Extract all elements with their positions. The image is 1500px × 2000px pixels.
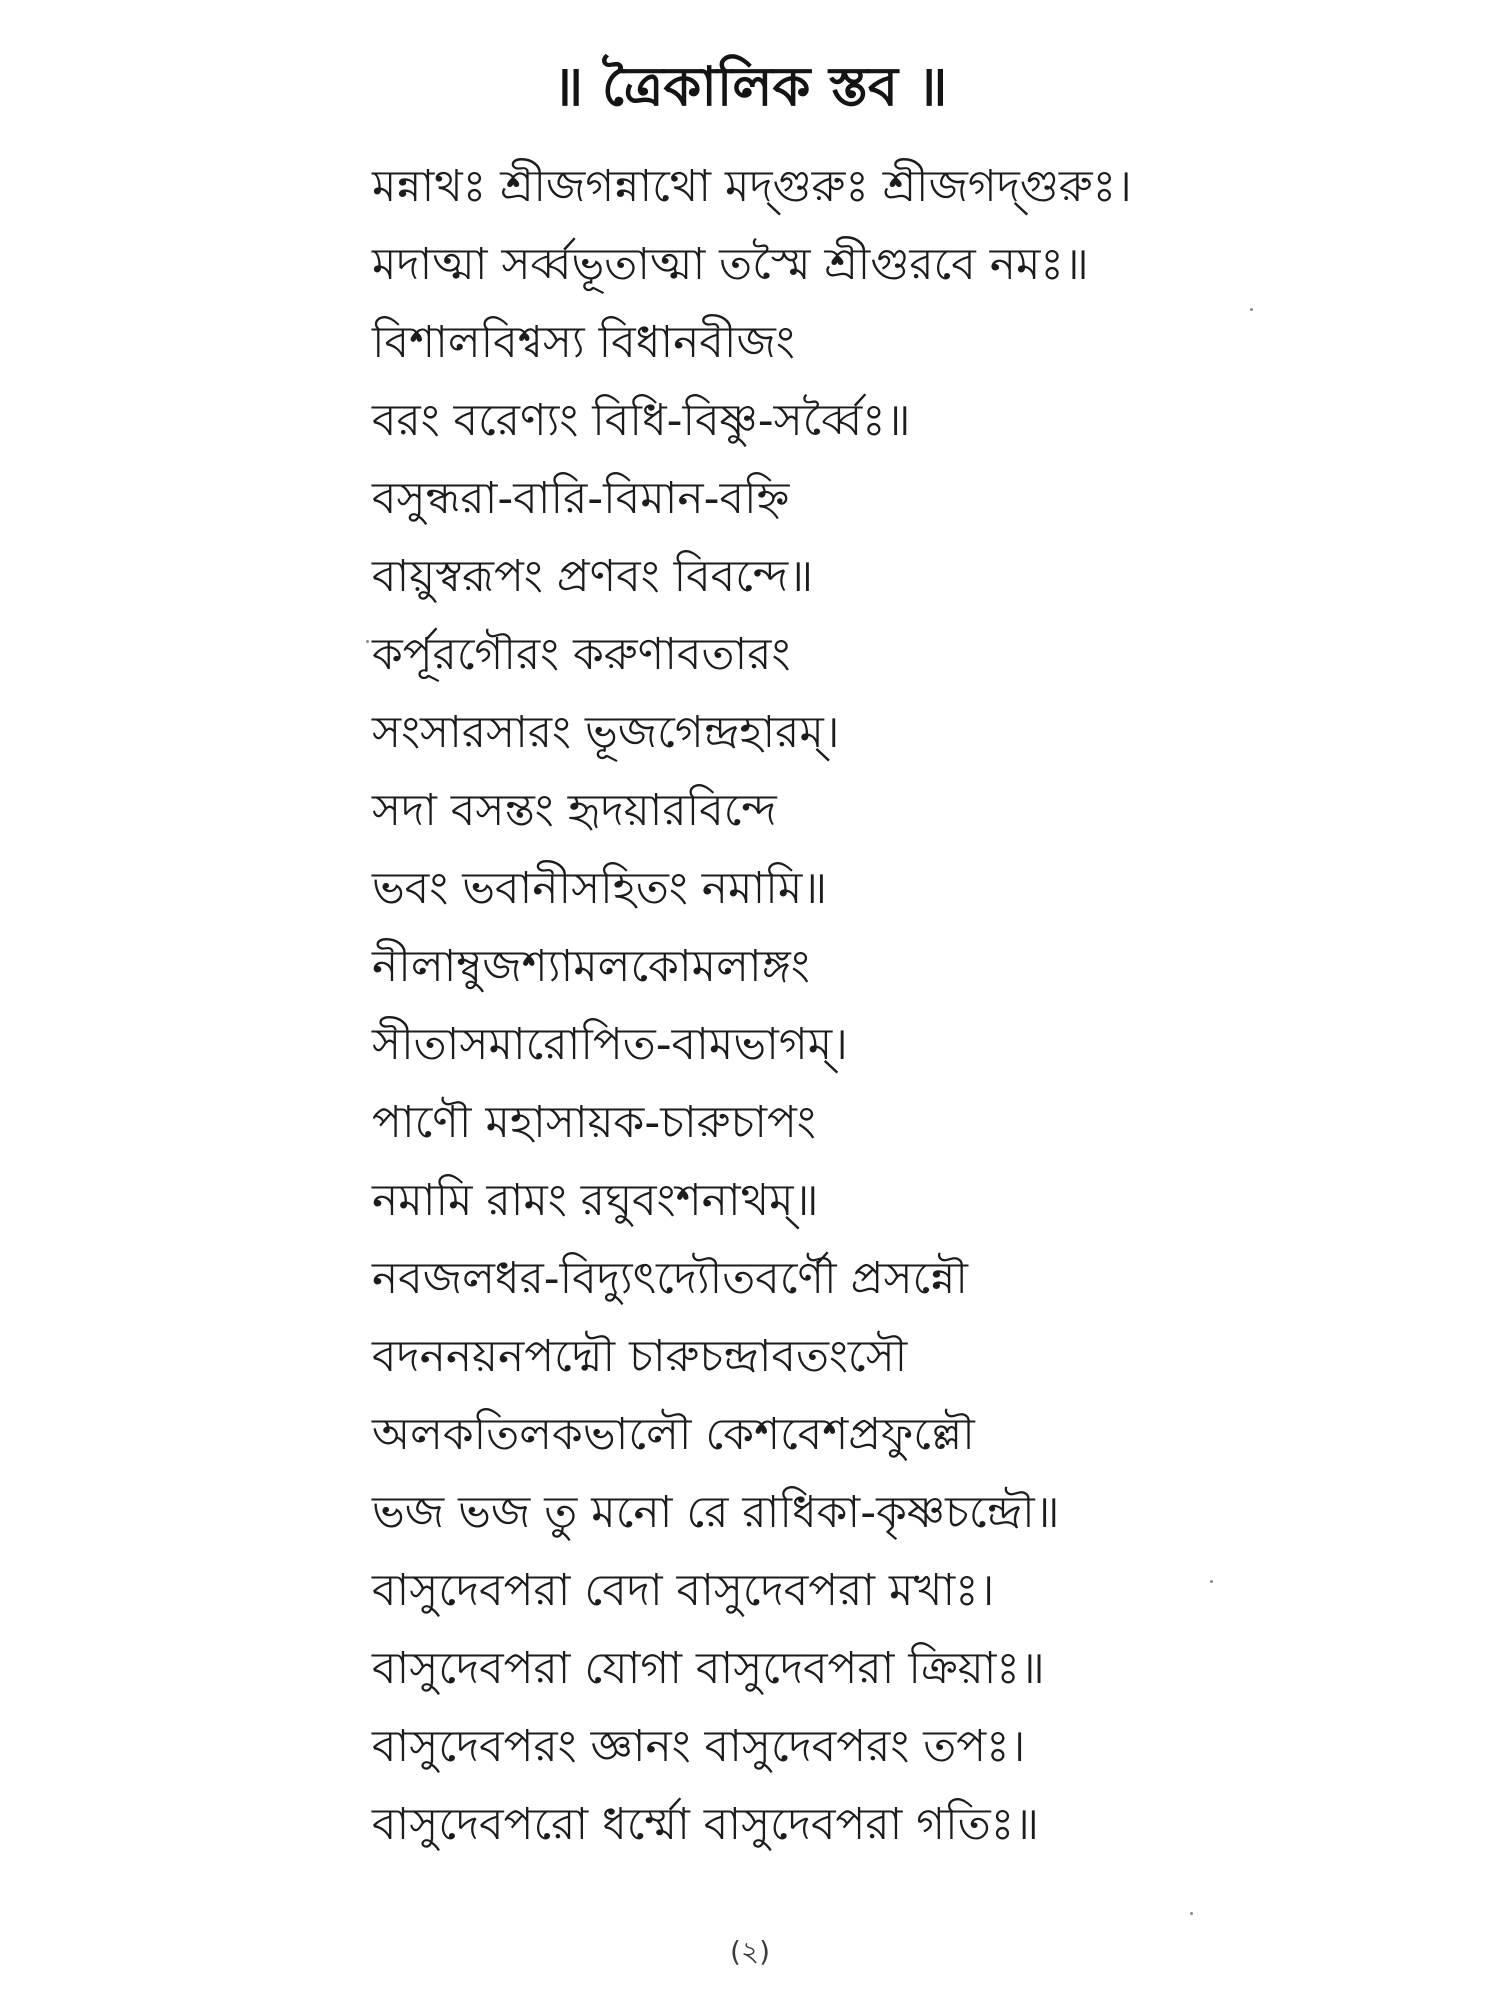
verse-line: বায়ুস্বরূপং প্রণবং বিবন্দে॥ [372,551,814,602]
verse-line: মন্নাথঃ শ্রীজগন্নাথো মদ্‌গুরুঃ শ্রীজগদ্‌গুরুঃ। [372,161,1132,212]
verse-line: বসুন্ধরা-বারি-বিমান-বহ্নি [372,473,790,524]
page-number: (২) [729,1935,771,1968]
verse-line: বরং বরেণ্যং বিধি-বিষ্ণু-সর্ব্বৈঃ॥ [372,395,911,446]
verse-line: বিশালবিশ্বস্য বিধানবীজং [372,317,795,368]
verse-line: বাসুদেবপরা বেদা বাসুদেবপরা মখাঃ। [372,1565,995,1616]
verse-line: নমামি রামং রঘুবংশনাথম্‌॥ [372,1175,819,1226]
verse-line: বাসুদেবপরো ধর্ম্মো বাসুদেবপরা গতিঃ॥ [372,1799,1040,1850]
verse-list [372,148,1472,1864]
verse-line: ভজ ভজ তু মনো রে রাধিকা-কৃষ্ণচন্দ্রৌ॥ [372,1487,1060,1538]
verse-line: অলকতিলকভালৌ কেশবেশপ্রফুল্লৌ [372,1409,975,1460]
verse-line: কর্পূরগৌরং করুণাবতারং [372,629,791,680]
verse-line: পাণৌ মহাসায়ক-চারুচাপং [372,1097,816,1148]
verse-line: ভবং ভবানীসহিতং নমামি॥ [372,863,828,914]
scan-speck [1210,1580,1213,1583]
scan-speck [1190,1912,1193,1915]
verse-line: বদননয়নপদ্মৌ চারুচন্দ্রাবতংসৌ [372,1331,908,1382]
scan-speck [366,640,369,643]
verse-line: মদাত্মা সর্ব্বভূতাত্মা তস্মৈ শ্রীগুরবে নমঃ॥ [372,239,1089,290]
page-title: ॥ ত্রৈকালিক স্তব ॥ [552,55,948,118]
verse-line: বাসুদেবপরং জ্ঞানং বাসুদেবপরং তপঃ। [372,1721,1026,1772]
verse-line: সংসারসারং ভূজগেন্দ্রহারম্‌। [372,707,840,758]
verse-line: নবজলধর-বিদ্যুৎদ্যৌতবর্ণৌ প্রসন্নৌ [372,1253,968,1304]
scan-speck [1250,308,1253,311]
verse-line: নীলাম্বুজশ্যামলকোমলাঙ্গং [372,941,810,992]
verse-line: সদা বসন্তং হৃদয়ারবিন্দে [372,785,777,836]
verse-line: সীতাসমারোপিত-বামভাগম্‌। [372,1019,848,1070]
verse-line: বাসুদেবপরা যোগা বাসুদেবপরা ক্রিয়াঃ॥ [372,1643,1045,1694]
